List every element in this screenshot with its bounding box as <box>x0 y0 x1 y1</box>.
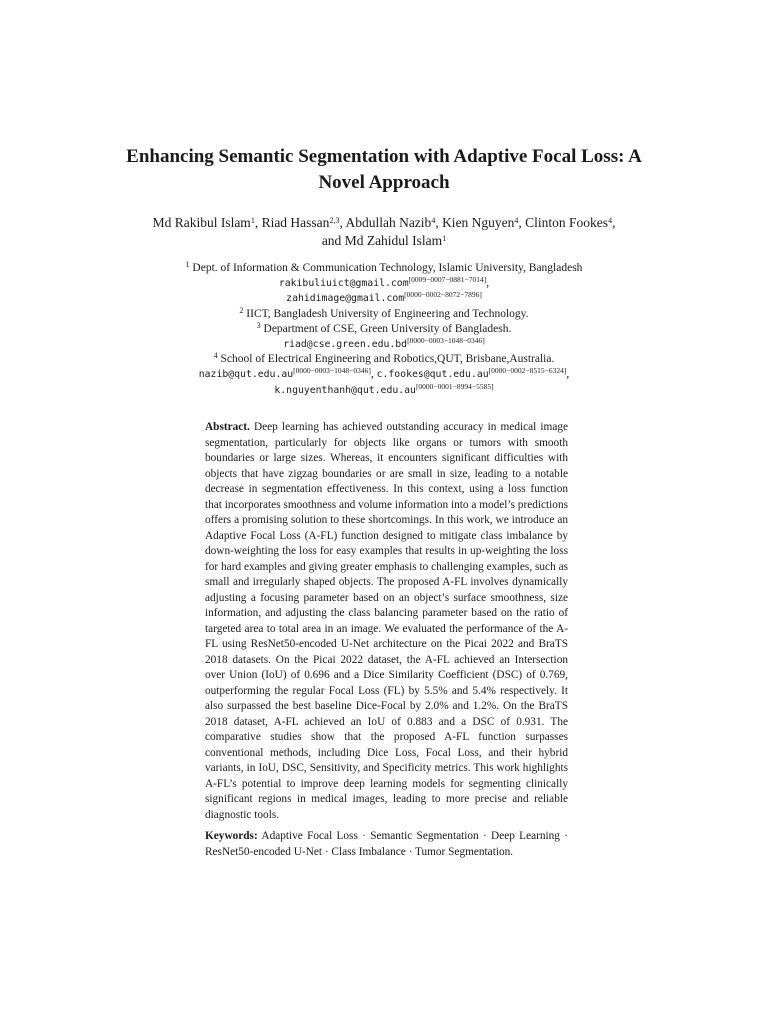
keywords <box>205 829 568 860</box>
author-affiliation-mark: 4 <box>608 216 613 225</box>
email-line <box>120 383 648 398</box>
orcid-id: [0000−0002−8072−7896] <box>404 290 482 300</box>
author-name: Riad Hassan <box>261 215 330 230</box>
author-affiliation-mark: 4 <box>431 216 436 225</box>
affiliation-4: $^4$ School of Electrical Engineering and Robotics,QUT, Brisbane,Australia. <box>213 351 555 366</box>
author-affiliation-mark: 1 <box>250 216 255 225</box>
affiliation-2: $^2$ IICT, Bangladesh University of Engineering and Technology. <box>239 305 529 320</box>
affiliation-1: $^1$ Dept. of Information & Communication Technology, Islamic University, Bangladesh <box>185 260 583 274</box>
affiliation-3: $^3$ Department of CSE, Green University of Bangladesh. <box>256 320 512 335</box>
orcid-id: [0009−0007−0881−7014] <box>408 275 487 285</box>
email-link[interactable]: nazib@qut.edu.au <box>198 369 294 381</box>
email-line: rakibuliuict@gmail.com[0009−0007−0881−7014], <box>278 275 490 290</box>
orcid-id: [0000−0003−1048−0346] <box>293 366 371 376</box>
author-name: Abdullah Nazib <box>345 215 432 230</box>
abstract-text: Deep learning has achieved outstanding accuracy in medical image segmentation, particularly for objects like organs or tumors with smooth boundaries or large sizes. Whereas, it encounters significant difficulties with objects that have zigzag boundaries or are small in size, leading to a notable decrease in segmentation effectiveness. In this context, using a loss function that incorporates smoothness and volume information into a model’s predictions offers a promising solution to these shortcomings. In this work, we introduce an Adaptive Focal Loss (A-FL) function designed to mitigate class imbalance by down-weighting the loss for easy examples that results in up-weighting the loss for hard examples and giving greater emphasis to challenging examples, such as small and irregularly shaped objects. The proposed A-FL involves dynamically adjusting a focusing parameter based on an object’s surface smoothness, size information, and adjusting the class balancing parameter based on the ratio of targeted area to total area in an image. We evaluated the performance of the A-FL using ResNet50-encoded U-Net architecture on the Picai 2022 and BraTS 2018 datasets. On the Picai 2022 dataset, the A-FL achieved an Intersection over Union (IoU) of 0.696 and a Dice Similarity Coefficient (DSC) of 0.769, outperforming the regular Focal Loss (FL) by 5.5% and 5.4% respectively. It also surpassed the best baseline Dice-Focal by 2.0% and 1.2%. On the BraTS 2018 dataset, A-FL achieved an IoU of 0.883 and a DSC of 0.931. The comparative studies show that the proposed A-FL function surpasses conventional methods, including Dice Loss, Focal Loss, and their hybrid variants, in IoU, DSC, Sensitivity, and Specificity metrics. This work highlights A-FL’s potential to improve deep learning models for segmenting clinically significant regions in medical images, leading to more precise and reliable diagnostic tools. <box>205 421 569 821</box>
orcid-id: [0000−0001−8994−5585] <box>415 381 494 391</box>
email-link[interactable]: k.nguyenthanh@qut.edu.au <box>274 384 416 396</box>
author-affiliation-mark: 4 <box>514 216 519 225</box>
orcid-id: [0000−0002−8515−6324] <box>488 366 567 376</box>
paper-title: Enhancing Semantic Segmentation with Adaptive Focal Loss: A Novel Approach <box>126 146 642 193</box>
email-link[interactable]: c.fookes@qut.edu.au <box>376 369 489 381</box>
email-link[interactable]: rakibuliuict@gmail.com <box>278 278 409 290</box>
email-line: nazib@qut.edu.au[0000−0003−1048−0346], c.fookes@qut.edu.au[0000−0002−8515−6324], <box>198 366 570 381</box>
author-name: Md Zahidul Islam <box>344 233 443 248</box>
author-name: Kien Nguyen <box>442 215 515 230</box>
author-affiliation-mark: 2,3 <box>329 216 340 225</box>
abstract-label: Abstract. <box>205 421 250 433</box>
email-link[interactable]: riad@cse.green.edu.bd <box>283 339 408 351</box>
affiliation-block <box>120 261 648 398</box>
abstract <box>205 420 568 823</box>
email-link[interactable]: zahidimage@gmail.com <box>286 293 405 305</box>
author-name: Clinton Fookes <box>525 215 609 230</box>
orcid-id: [0000−0003−1048−0346] <box>407 336 485 346</box>
author-affiliation-mark: 1 <box>442 234 447 243</box>
author-list: Md Rakibul Islam$^1$, Riad Hassan$^{2,3}$, Abdullah Nazib$^4$, Kien Nguyen$^4$, Clinton Fookes$^4$, and Md Zahidul Islam$^1$ <box>152 215 616 248</box>
author-name: Md Rakibul Islam <box>152 215 251 230</box>
keywords-text: Adaptive Focal Loss · Semantic Segmentation · Deep Learning · ResNet50-encoded U-Net · Class Imbalance · Tumor Segmentation. <box>205 830 569 858</box>
keywords-label: Keywords: <box>205 830 258 842</box>
email-line <box>120 291 648 306</box>
email-line <box>120 337 648 352</box>
